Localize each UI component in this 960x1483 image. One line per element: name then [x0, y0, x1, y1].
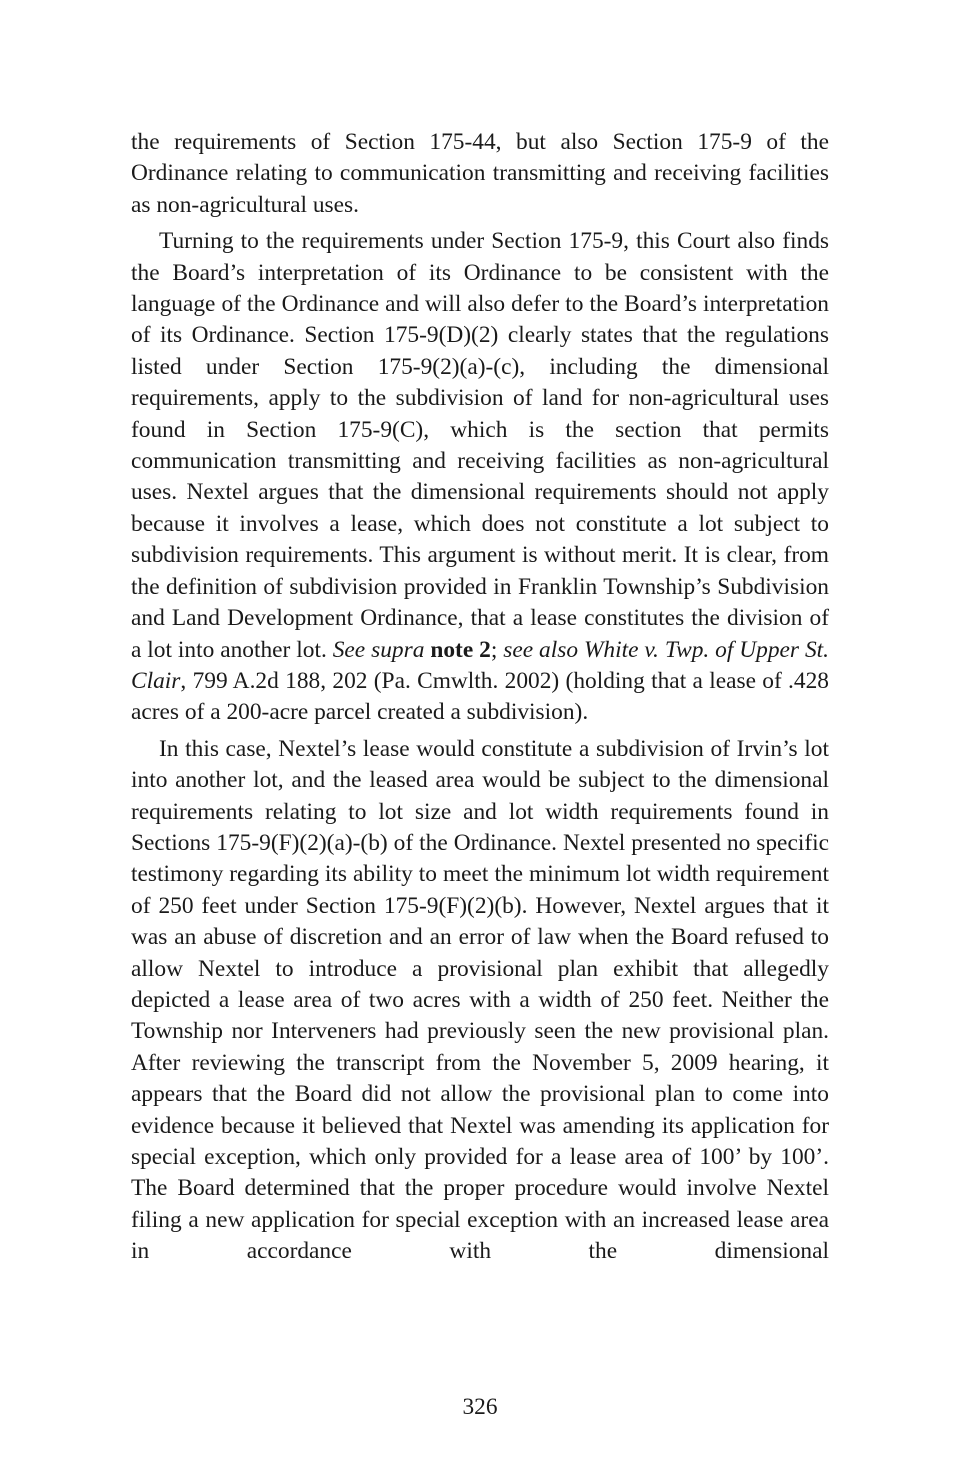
- paragraph-nextel-lease: In this case, Nextel’s lease would constitute a subdivision of Irvin’s lot into another lot, and the leased area would be subject to the dimensional requirements relating to lot size and lot width requirements found in Sections 175-9(F)(2)(a)-(b) of the Ordinance. Nextel presented no specific testimony regarding its ability to meet the minimum lot width requirement of 250 feet under Section 175-9(F)(2)(b). However, Nextel argues that it was an abuse of discretion and an error of law when the Board refused to allow Nextel to introduce a provisional plan exhibit that allegedly depicted a lease area of two acres with a width of 250 feet. Neither the Township nor Interveners had previously seen the new provisional plan. After reviewing the transcript from the November 5, 2009 hearing, it appears that the Board did not allow the provisional plan to come into evidence because it believed that Nextel was amending its application for special exception, which only provided for a lease area of 100’ by 100’. The Board determined that the proper procedure would involve Nextel filing a new application for special exception with an increased lease area in accordance with the dimensional: [131, 735, 829, 1265]
- citation-reporter: , 799 A.2d 188, 202 (Pa. Cmwlth. 2002) (holding that a lease of .428 acres of a 200-acre parcel created a subdivision).: [131, 667, 829, 726]
- citation-see-supra: See supra: [332, 636, 425, 663]
- page-number: 326: [462, 1394, 498, 1420]
- document-page: [131, 127, 829, 1273]
- paragraph-continuation: the requirements of Section 175-44, but also Section 175-9 of the Ordinance relating to communication transmitting and receiving facilities as non-agricultural uses.: [131, 129, 829, 218]
- citation-note-reference: note 2: [430, 636, 491, 663]
- paragraph-section-175-9: [131, 226, 829, 729]
- paragraph-text: Turning to the requirements under Section 175-9, this Court also finds the Board’s interpretation of its Ordinance to be consistent with the language of the Ordinance and will also defer to the Board’s interpretation of its Ordinance. Section 175-9(D)(2) clearly states that the regulations listed under Section 175-9(2)(a)-(c), including the dimensional requirements, apply to the subdivision of land for non-agricultural uses found in Section 175-9(C), which is the section that permits communication transmitting and receiving facilities as non-agricultural uses. Nextel argues that the dimensional requirements should not apply because it involves a lease, which does not constitute a lot subject to subdivision requirements. This argument is without merit. It is clear, from the definition of subdivision provided in Franklin Township’s Subdivision and Land Development Ordinance, that a lease constitutes the division of a lot into another lot.: [131, 228, 829, 663]
- citation-separator: ;: [490, 636, 504, 663]
- citation-case-name: see also White v. Twp. of Upper St. Clair: [131, 636, 829, 694]
